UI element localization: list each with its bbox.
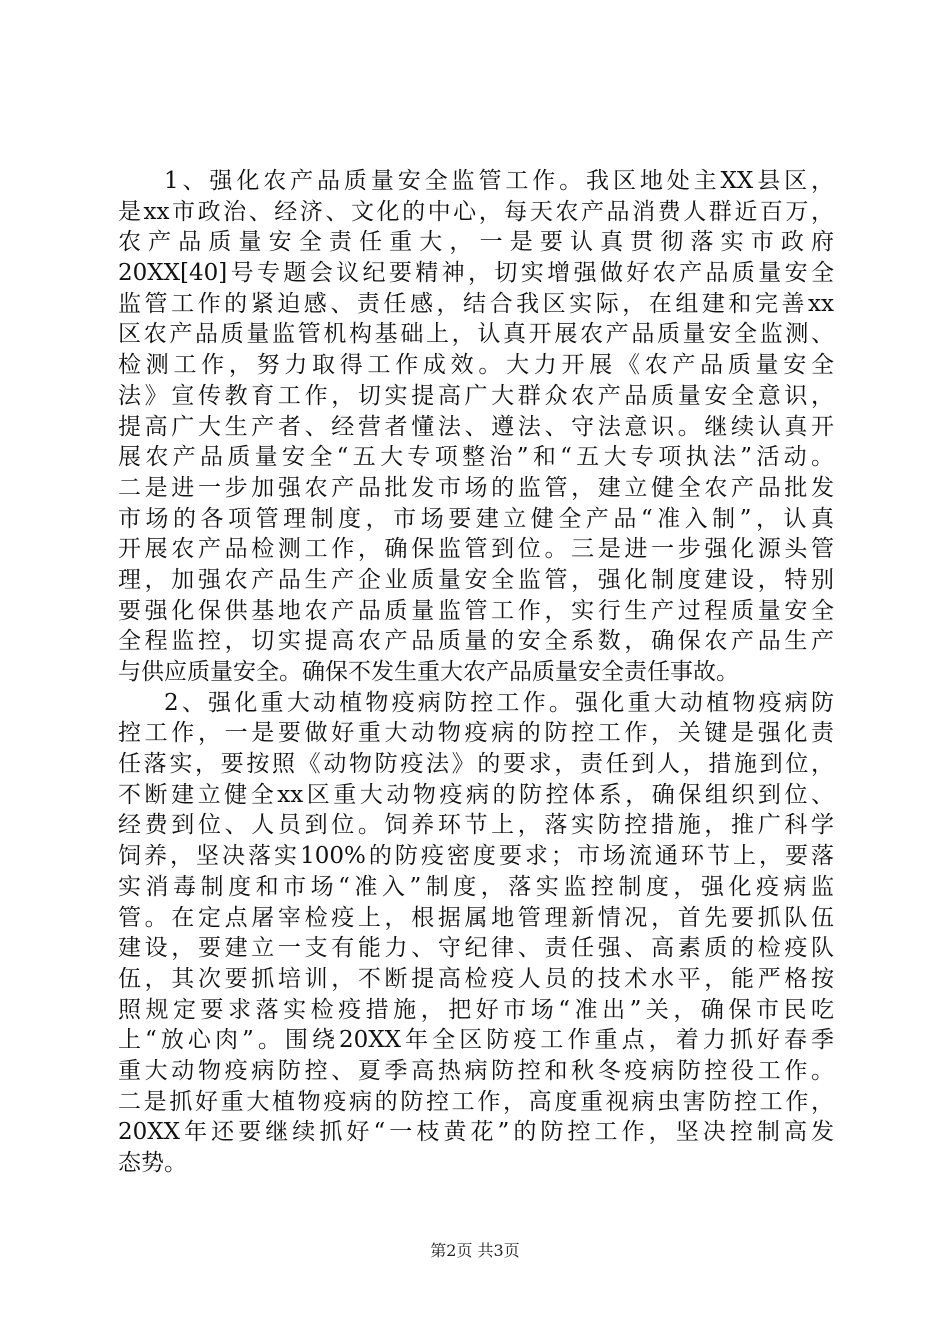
page-footer: 第2页 共3页 bbox=[430, 1241, 520, 1260]
text-line: 检测工作，努力取得工作成效。大力开展《农产品质量安全 bbox=[118, 352, 834, 379]
text-line: 建设，要建立一支有能力、守纪律、责任强、高素质的检疫队 bbox=[118, 935, 834, 962]
text-line: 任落实，要按照《动物防疫法》的要求，责任到人，措施到位， bbox=[118, 751, 834, 778]
text-line: 开展农产品检测工作，确保监管到位。三是进一步强化源头管 bbox=[118, 536, 834, 563]
text-line: 二是进一步加强农产品批发市场的监管，建立健全农产品批发 bbox=[118, 474, 834, 501]
text-line: 控工作，一是要做好重大动物疫病的防控工作，关键是强化责 bbox=[118, 720, 834, 747]
text-line: 法》宣传教育工作，切实提高广大群众农产品质量安全意识， bbox=[118, 382, 834, 409]
text-line: 区农产品质量监管机构基础上，认真开展农产品质量安全监测、 bbox=[118, 321, 834, 348]
text-line: 经费到位、人员到位。饲养环节上，落实防控措施，推广科学 bbox=[118, 812, 834, 839]
text-line: 市场的各项管理制度，市场要建立健全产品“准入制”，认真 bbox=[118, 505, 834, 532]
text-line: 重大动物疫病防控、夏季高热病防控和秋冬疫病防控役工作。 bbox=[118, 1057, 834, 1084]
text-line: 上“放心肉”。围绕20XX年全区防疫工作重点，着力抓好春季 bbox=[118, 1027, 834, 1054]
text-line: 伍，其次要抓培训，不断提高检疫人员的技术水平，能严格按 bbox=[118, 965, 834, 992]
document-body bbox=[118, 166, 834, 1179]
text-line: 是xx市政治、经济、文化的中心，每天农产品消费人群近百万， bbox=[118, 198, 834, 225]
text-line: 监管工作的紧迫感、责任感，结合我区实际，在组建和完善xx bbox=[118, 290, 834, 317]
text-line: 照规定要求落实检疫措施，把好市场“准出”关，确保市民吃 bbox=[118, 996, 834, 1023]
paragraph-agri-product-quality bbox=[118, 166, 834, 688]
paragraph-epidemic-control bbox=[118, 688, 834, 1179]
text-line: 与供应质量安全。确保不发生重大农产品质量安全责任事故。 bbox=[118, 659, 739, 685]
text-line: 20XX[40]号专题会议纪要精神，切实增强做好农产品质量安全 bbox=[118, 260, 834, 287]
text-line: 理，加强农产品生产企业质量安全监管，强化制度建设，特别 bbox=[118, 566, 834, 593]
text-line: 1、强化农产品质量安全监管工作。我区地处主XX县区， bbox=[164, 168, 834, 194]
text-line: 全程监控，切实提高农产品质量的安全系数，确保农产品生产 bbox=[118, 628, 834, 655]
text-line: 饲养，坚决落实100%的防疫密度要求；市场流通环节上，要落 bbox=[118, 843, 834, 870]
text-line: 展农产品质量安全“五大专项整治”和“五大专项执法”活动。 bbox=[118, 444, 834, 471]
text-line: 提高广大生产者、经营者懂法、遵法、守法意识。继续认真开 bbox=[118, 413, 834, 440]
text-line: 管。在定点屠宰检疫上，根据属地管理新情况，首先要抓队伍 bbox=[118, 904, 834, 931]
text-line: 2、强化重大动植物疫病防控工作。强化重大动植物疫病防 bbox=[164, 689, 834, 716]
text-line: 不断建立健全xx区重大动物疫病的防控体系，确保组织到位、 bbox=[118, 781, 834, 808]
text-line: 20XX年还要继续抓好“一枝黄花”的防控工作，坚决控制高发 bbox=[118, 1119, 834, 1146]
text-line: 农产品质量安全责任重大，一是要认真贯彻落实市政府 bbox=[118, 229, 834, 256]
text-line: 要强化保供基地农产品质量监管工作，实行生产过程质量安全 bbox=[118, 597, 834, 624]
text-line: 二是抓好重大植物疫病的防控工作，高度重视病虫害防控工作， bbox=[118, 1088, 834, 1115]
text-line: 态势。 bbox=[118, 1150, 187, 1176]
text-line: 实消毒制度和市场“准入”制度，落实监控制度，强化疫病监 bbox=[118, 873, 834, 900]
